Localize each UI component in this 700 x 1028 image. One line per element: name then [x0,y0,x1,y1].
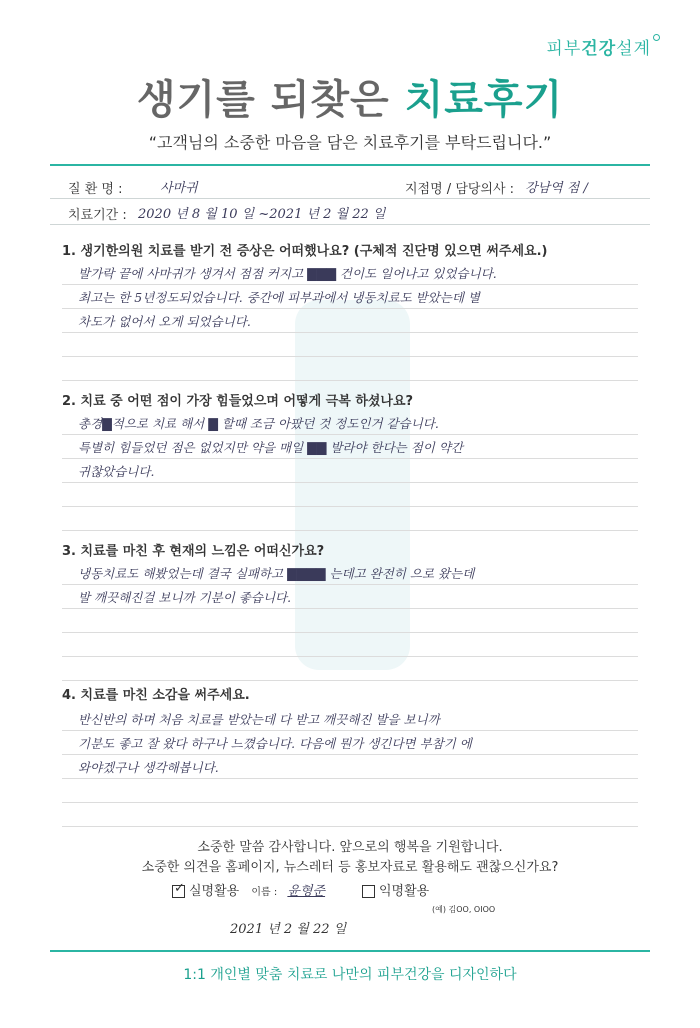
question-2: 2. 치료 중 어떤 점이 가장 힘들었으며 어떻게 극복 하셨나요? [62,394,414,409]
period-value: 2020 년 8 월 10 일 ~2021 년 2 월 22 일 [138,207,386,222]
bottom-divider [50,950,650,952]
ruled-line [62,778,638,803]
top-divider [50,164,650,166]
real-name-checkbox[interactable] [172,885,185,898]
answer-1-line-2: 최고는 한 5년정도되었습니다. 중간에 피부과에서 냉동치료도 받았는데 별 [78,290,480,305]
answer-2-line-1: 총경▇적으로 치료 해서 ▇ 할때 조금 아팠던 것 정도인거 같습니다. [78,416,439,431]
ruled-line [62,332,638,357]
answer-4-line-3: 와야겠구나 생각해봅니다. [78,760,219,775]
period-label: 치료기간 : [68,208,127,223]
real-name-option[interactable] [172,880,325,899]
footer-slogan: 1:1 개인별 맞춤 치료로 나만의 피부건강을 디자인하다 [183,967,517,983]
name-value: 윤형준 [287,884,326,899]
ruled-line [62,482,638,507]
disease-row [50,172,650,199]
period-row [50,198,650,225]
ruled-line [62,632,638,657]
ruled-line [62,608,638,633]
answer-3-line-1: 냉동치료도 해봤었는데 결국 실패하고 ▇▇▇▇ 는데고 완전히 으로 왔는데 [78,566,475,581]
page-title: 생기를 되찾은 치료후기 [136,77,564,123]
real-name-label: 실명활용 [189,884,240,899]
signature-date: 2021 년 2 월 22 일 [230,922,347,937]
name-example: (예) 김OO, OIOO [432,905,496,914]
question-4: 4. 치료를 마친 소감을 써주세요. [62,688,250,703]
ruled-line [62,356,638,381]
brand-logo: 피부건강설계 [546,34,660,59]
answer-1-line-1: 발가락 끝에 사마귀가 생겨서 점점 커지고 ▇▇▇ 건이도 일어나고 있었습니다. [78,266,497,281]
page-subtitle: “고객님의 소중한 마음을 담은 치료후기를 부탁드립니다.” [148,133,552,152]
ruled-line [62,506,638,531]
answer-2-line-3: 귀찮았습니다. [78,464,155,479]
ruled-line [62,802,638,827]
question-1: 1. 생기한의원 치료를 받기 전 증상은 어떠했나요? (구체적 진단명 있으면 써주세요.) [62,244,548,259]
name-label: 이름 : [251,887,278,898]
closing-thanks: 소중한 말씀 감사합니다. 앞으로의 행복을 기원합니다. [197,840,503,855]
disease-value: 사마귀 [160,181,198,196]
anonymous-option[interactable] [362,880,429,899]
answer-4-line-1: 반신반의 하며 처음 치료를 받았는데 다 받고 깨끗해진 발을 보니까 [78,712,440,727]
question-3: 3. 치료를 마친 후 현재의 느낌은 어떠신가요? [62,544,325,559]
ruled-line [62,656,638,681]
anonymous-label: 익명활용 [379,884,430,899]
closing-consent-question: 소중한 의견을 홈페이지, 뉴스레터 등 홍보자료로 활용해도 괜찮으신가요? [141,860,559,875]
branch-label: 지점명 / 담당의사 : [405,182,515,197]
anonymous-checkbox[interactable] [362,885,375,898]
answer-1-line-3: 차도가 없어서 오게 되었습니다. [78,314,251,329]
answer-4-line-2: 기분도 좋고 잘 왔다 하구나 느꼈습니다. 다음에 뭔가 생긴다면 부참기 에 [78,736,472,751]
answer-3-line-2: 발 깨끗해진걸 보니까 기분이 좋습니다. [78,590,292,605]
branch-value: 강남역 점 / [525,181,588,196]
answer-2-line-2: 특별히 힘들었던 점은 없었지만 약을 매일 ▇▇ 발라야 한다는 점이 약간 [78,440,463,455]
disease-label: 질 환 명 : [68,182,123,197]
